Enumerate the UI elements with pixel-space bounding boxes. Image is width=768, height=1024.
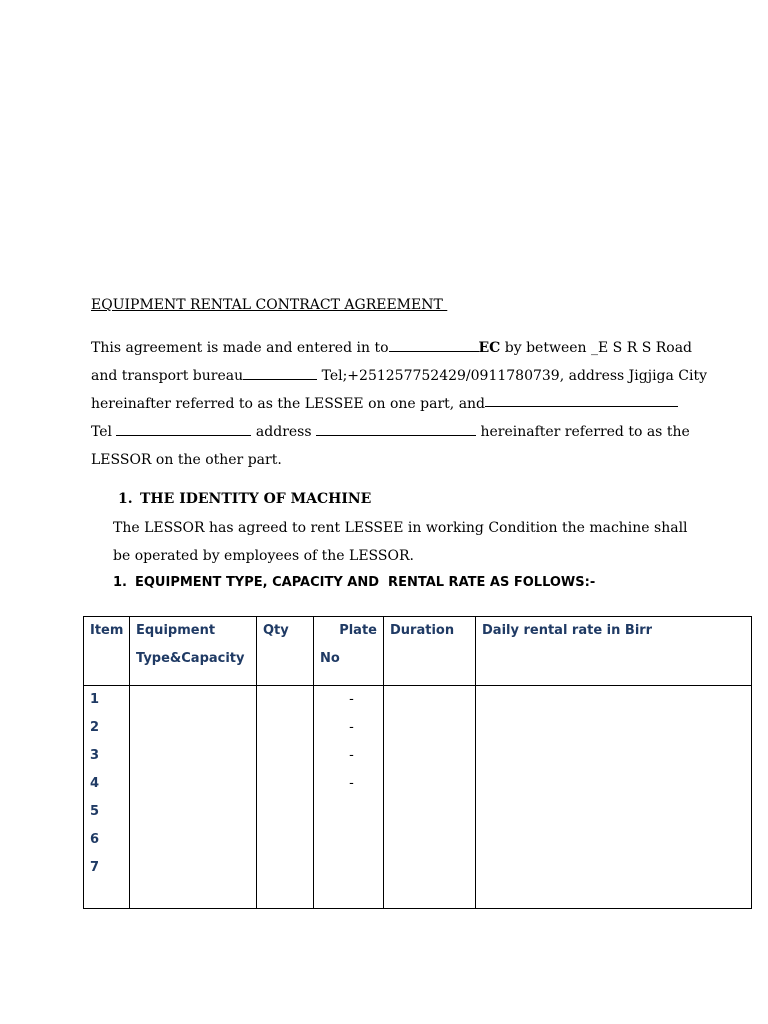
item-number: 7 bbox=[90, 860, 100, 875]
blank-line bbox=[243, 363, 317, 380]
section-heading-text: EQUIPMENT TYPE, CAPACITY AND RENTAL RATE AS FOLLOWS:- bbox=[135, 575, 596, 590]
intro-text: and transport bureau bbox=[91, 368, 244, 384]
plate-dash: - bbox=[349, 720, 354, 735]
blank-line bbox=[389, 335, 479, 352]
intro-text: address bbox=[251, 424, 316, 440]
plate-dash: - bbox=[349, 776, 354, 791]
header-plate-line-1: Plate bbox=[339, 623, 377, 638]
section-heading-equipment bbox=[113, 575, 595, 590]
header-qty: Qty bbox=[257, 617, 314, 686]
header-duration: Duration bbox=[384, 617, 476, 686]
intro-line-5 bbox=[91, 446, 678, 474]
equipment-table bbox=[83, 616, 752, 909]
header-plate-line-2: No bbox=[320, 651, 340, 666]
blank-line bbox=[116, 419, 251, 436]
header-plate bbox=[314, 617, 384, 686]
intro-text: hereinafter referred to as the LESSEE on one part, and bbox=[91, 396, 486, 412]
intro-text: LESSOR on the other part. bbox=[91, 452, 282, 468]
header-equipment-line-2: Type&Capacity bbox=[136, 651, 245, 666]
equipment-column-cell bbox=[130, 686, 257, 909]
item-number: 6 bbox=[90, 832, 100, 847]
intro-line-3 bbox=[91, 390, 678, 418]
intro-text: This agreement is made and entered in to bbox=[91, 340, 389, 356]
intro-text: Tel bbox=[91, 424, 117, 440]
item-number: 1 bbox=[90, 692, 100, 707]
duration-column-cell bbox=[384, 686, 476, 909]
header-rate: Daily rental rate in Birr bbox=[476, 617, 752, 686]
document-title: EQUIPMENT RENTAL CONTRACT AGREEMENT bbox=[91, 297, 448, 313]
table-header-row bbox=[84, 617, 752, 686]
header-item: Item bbox=[84, 617, 130, 686]
section-heading-identity bbox=[118, 491, 371, 507]
blank-line bbox=[485, 390, 678, 407]
intro-line-4 bbox=[91, 418, 690, 446]
intro-text: hereinafter referred to as the bbox=[476, 424, 690, 440]
plate-column-cell bbox=[314, 686, 384, 909]
qty-column-cell bbox=[257, 686, 314, 909]
item-number: 2 bbox=[90, 720, 100, 735]
header-equipment bbox=[130, 617, 257, 686]
header-equipment-line-1: Equipment bbox=[136, 623, 216, 638]
item-number: 5 bbox=[90, 804, 100, 819]
section-number: 1. bbox=[118, 491, 133, 507]
blank-line bbox=[316, 419, 476, 436]
item-number-list bbox=[90, 686, 129, 882]
rate-column-cell bbox=[476, 686, 752, 909]
plate-dash: - bbox=[349, 692, 354, 707]
plate-dash-list bbox=[320, 686, 383, 798]
section-text-identity: The LESSOR has agreed to rent LESSEE in working Condition the machine shall be operated by employees of the LESSOR. bbox=[113, 520, 688, 564]
intro-paragraph bbox=[91, 334, 708, 474]
intro-text-bold: EC bbox=[478, 340, 501, 356]
plate-dash: - bbox=[349, 748, 354, 763]
item-number: 3 bbox=[90, 748, 100, 763]
item-number: 4 bbox=[90, 776, 100, 791]
intro-text: Tel;+251257752429/0911780739, address Jigjiga City bbox=[317, 368, 708, 384]
intro-text: by between _E S R S Road bbox=[500, 340, 693, 356]
intro-line-1 bbox=[91, 334, 693, 362]
item-column-cell bbox=[84, 686, 130, 909]
section-heading-text: THE IDENTITY OF MACHINE bbox=[140, 491, 372, 507]
table-row bbox=[84, 686, 752, 909]
section-number: 1. bbox=[113, 575, 127, 590]
intro-line-2 bbox=[91, 362, 708, 390]
